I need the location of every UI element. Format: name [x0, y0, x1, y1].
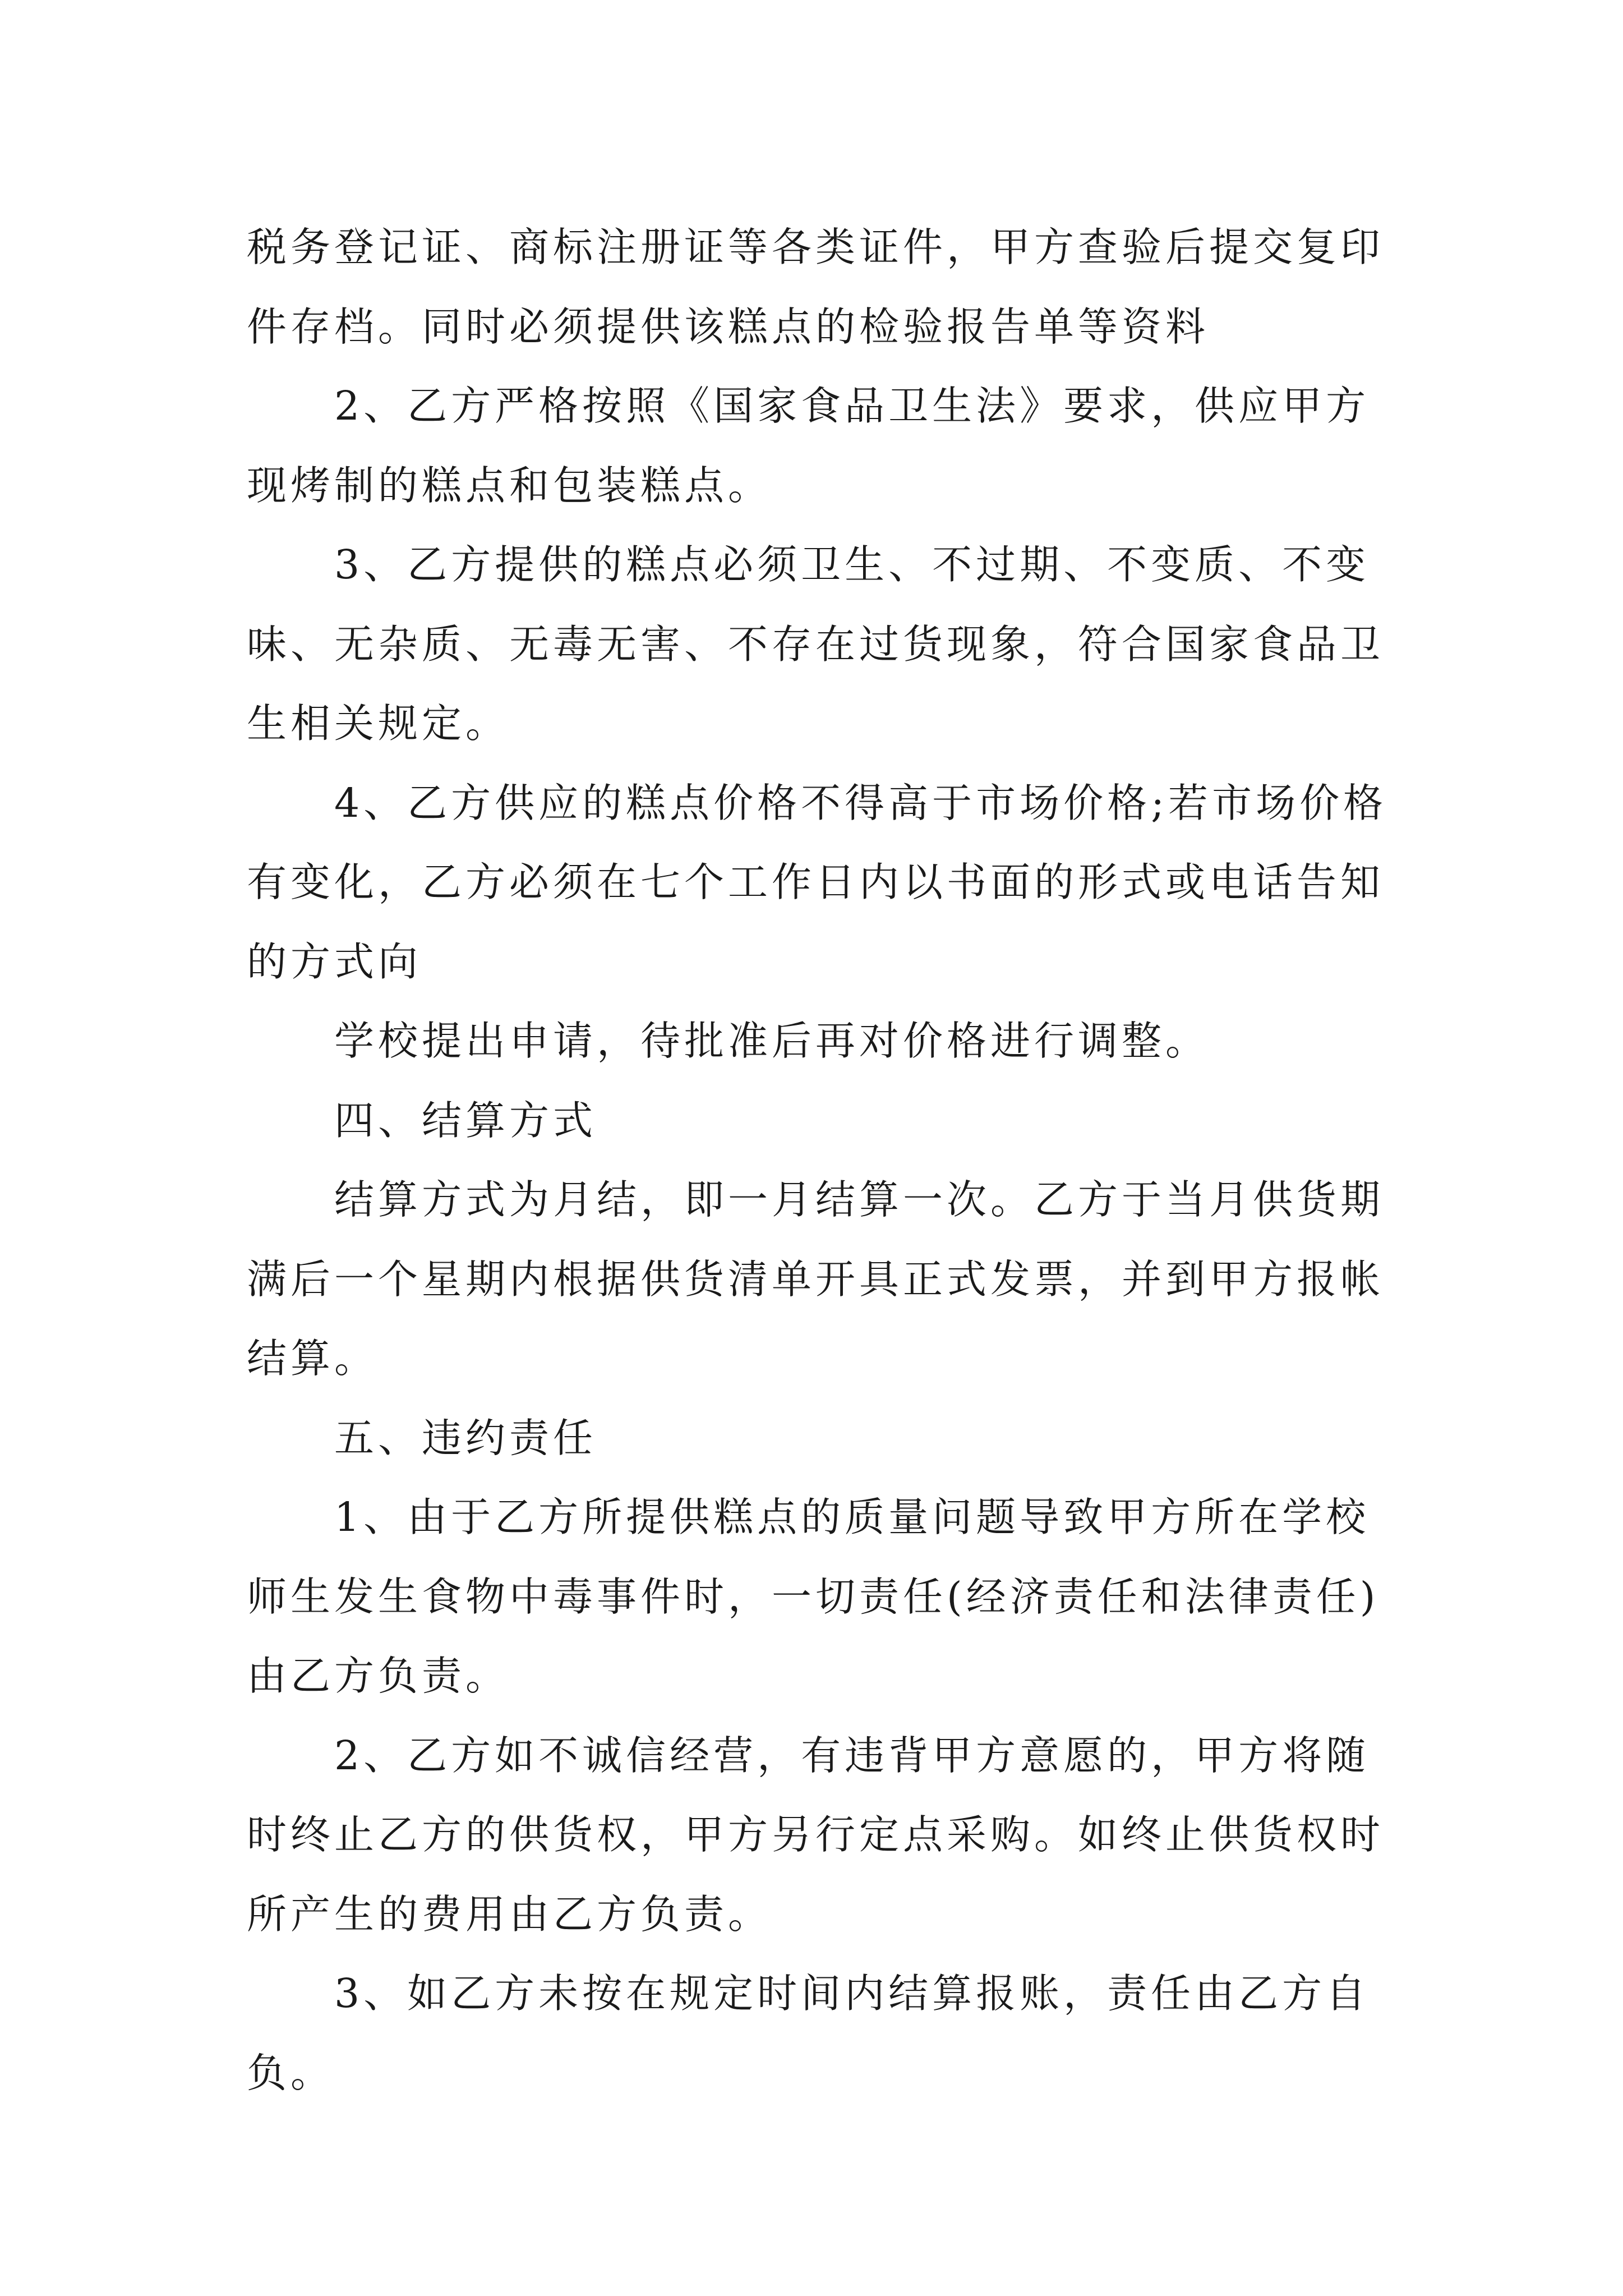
paragraph-item-4-price: [247, 763, 1385, 1002]
text-line: 所产生的费用由乙方负责。: [247, 1890, 772, 1938]
text-line: 税务登记证、商标注册证等各类证件，甲方查验后提交复印: [247, 224, 1385, 270]
text-line: 现烤制的糕点和包装糕点。: [247, 462, 772, 509]
text-line: 3、如乙方未按在规定时间内结算报账，责任由乙方自: [334, 1970, 1370, 2017]
text-line: 五、违约责任: [334, 1414, 597, 1461]
text-line: 3、乙方提供的糕点必须卫生、不过期、不变质、不变: [334, 541, 1370, 588]
text-line: 结算方式为月结，即一月结算一次。乙方于当月供货期: [334, 1176, 1385, 1223]
text-line: 生相关规定。: [247, 700, 510, 747]
text-line: 由乙方负责。: [247, 1653, 510, 1699]
text-line: 四、结算方式: [334, 1097, 597, 1144]
paragraph-item-2-hygiene-law: [247, 366, 1385, 525]
paragraph-settlement-body: [247, 1160, 1385, 1398]
section-heading-settlement: [247, 1081, 1385, 1161]
document-body: [247, 208, 1385, 2113]
paragraph-liability-1: [247, 1478, 1385, 1716]
text-line: 结算。: [247, 1335, 379, 1382]
text-line: 满后一个星期内根据供货清单开具正式发票，并到甲方报帐: [247, 1255, 1385, 1303]
paragraph-liability-2: [247, 1716, 1385, 1954]
text-line: 学校提出申请，待批准后再对价格进行调整。: [334, 1018, 1210, 1064]
text-line: 负。: [247, 2049, 335, 2096]
text-line: 2、乙方如不诚信经营，有违背甲方意愿的，甲方将随: [334, 1732, 1370, 1779]
text-line: 件存档。同时必须提供该糕点的检验报告单等资料: [247, 303, 1210, 350]
paragraph-item-4-continued: [247, 1001, 1385, 1081]
paragraph-item-3-quality: [247, 525, 1385, 763]
paragraph-continuation-credentials: [247, 208, 1385, 366]
text-line: 师生发生食物中毒事件时，一切责任(经济责任和法律责任): [247, 1573, 1380, 1620]
text-line: 4、乙方供应的糕点价格不得高于市场价格;若市场价格: [334, 779, 1387, 826]
paragraph-liability-3: [247, 1954, 1385, 2113]
text-line: 味、无杂质、无毒无害、不存在过货现象，符合国家食品卫: [247, 620, 1385, 668]
section-heading-liability: [247, 1398, 1385, 1478]
text-line: 有变化，乙方必须在七个工作日内以书面的形式或电话告知: [247, 859, 1385, 905]
text-line: 时终止乙方的供货权，甲方另行定点采购。如终止供货权时: [247, 1811, 1385, 1858]
text-line: 的方式向: [247, 938, 422, 985]
text-line: 2、乙方严格按照《国家食品卫生法》要求，供应甲方: [334, 383, 1370, 429]
text-line: 1、由于乙方所提供糕点的质量问题导致甲方所在学校: [334, 1494, 1370, 1540]
